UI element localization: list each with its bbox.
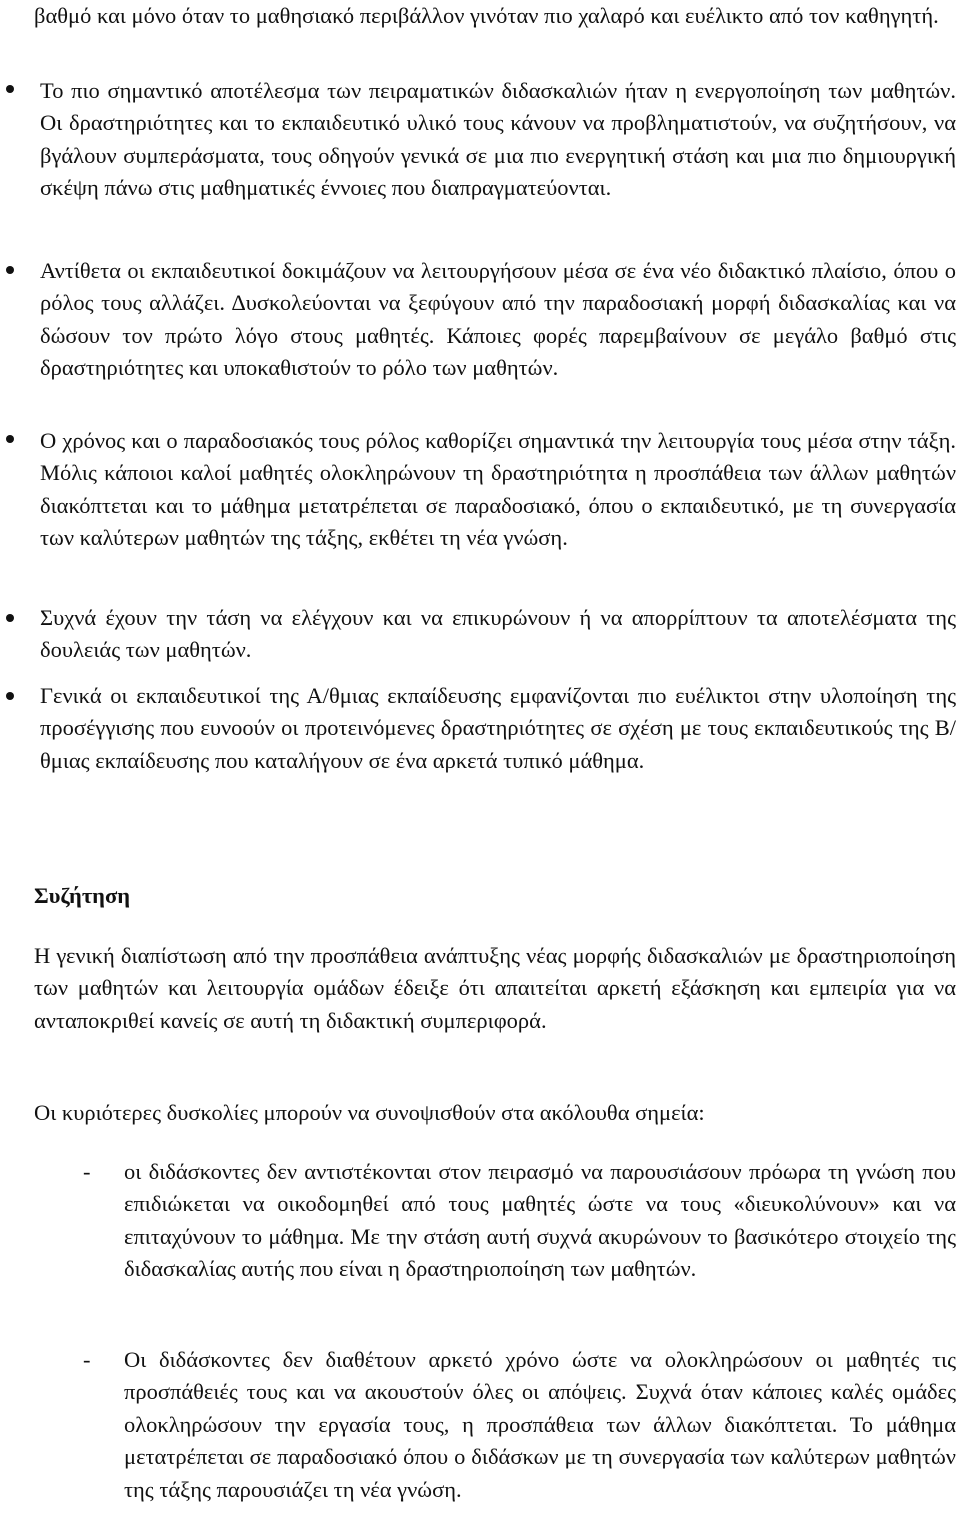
dash-marker: - (83, 1159, 91, 1184)
section-heading: Συζήτηση (34, 883, 130, 908)
difficulty-item-2: Οι διδάσκοντες δεν διαθέτουν αρκετό χρόνο ώστε να ολοκληρώσουν οι μαθητές τις προσπάθειές τους και να ακουστούν όλες οι απόψεις. Συχνά όταν κάποιες καλές ομάδες ολοκληρώσουν την εργασία τους, η προσπάθεια των άλλων διακόπτεται. Το μάθημα μετατρέπεται σε παραδοσιακό όπου ο διδάσκων με τη συνεργασία των καλύτερων μαθητών της τάξης παρουσιάζει τη νέα γνώση. (124, 1347, 956, 1502)
difficulties-intro: Οι κυριότερες δυσκολίες μπορούν να συνοψισθούν στα ακόλουθα σημεία: (34, 1100, 705, 1125)
bullet-icon (6, 614, 14, 622)
bullet-item-3: Ο χρόνος και ο παραδοσιακός τους ρόλος καθορίζει σημαντικά την λειτουργία τους μέσα στην τάξη. Μόλις κάποιοι καλοί μαθητές ολοκληρώνουν τη δραστηριότητα η προσπάθεια των άλλων μαθητών διακόπτεται και το μάθημα μετατρέπεται σε παραδοσιακό, όπου ο εκπαιδευτικό, με τη συνεργασία των καλύτερων μαθητών της τάξης, εκθέτει τη νέα γνώση. (40, 428, 956, 551)
bullet-item-1: Το πιο σημαντικό αποτέλεσμα των πειραματικών διδασκαλιών ήταν η ενεργοποίηση των μαθητών. Οι δραστηριότητες και το εκπαιδευτικό υλικό τους κάνουν να προβληματιστούν, να συζητήσουν, να βγάλουν συμπεράσματα, τους οδηγούν γενικά σε μια πιο ενεργητική στάση και μια πιο δημιουργική σκέψη πάνω στις μαθηματικές έννοιες που διαπραγματεύονται. (40, 78, 956, 201)
dash-marker: - (83, 1347, 91, 1372)
bullet-item-5: Γενικά οι εκπαιδευτικοί της Α/θμιας εκπαίδευσης εμφανίζονται πιο ευέλικτοι στην υλοποίηση της προσέγγισης που ευνοούν οι προτεινόμενες δραστηριότητες σε σχέση με τους εκπαιδευτικούς της Β/θμιας εκπαίδευσης που καταλήγουν σε ένα αρκετά τυπικό μάθημα. (40, 683, 956, 773)
bullet-item-4: Συχνά έχουν την τάση να ελέγχουν και να επικυρώνουν ή να απορρίπτουν τα αποτελέσματα της δουλειάς των μαθητών. (40, 605, 956, 663)
bullet-icon (6, 266, 14, 274)
discussion-paragraph: Η γενική διαπίστωση από την προσπάθεια ανάπτυξης νέας μορφής διδασκαλιών με δραστηριοποίηση των μαθητών και λειτουργία ομάδων έδειξε ότι απαιτείται αρκετή εξάσκηση και εμπειρία για να ανταποκριθεί κανείς σε αυτή τη διδακτική συμπεριφορά. (34, 943, 956, 1033)
continuation-paragraph: βαθμό και μόνο όταν το μαθησιακό περιβάλλον γινόταν πιο χαλαρό και ευέλικτο από τον καθηγητή. (34, 3, 939, 28)
bullet-icon (6, 435, 14, 443)
bullet-item-2: Αντίθετα οι εκπαιδευτικοί δοκιμάζουν να λειτουργήσουν μέσα σε ένα νέο διδακτικό πλαίσιο, όπου ο ρόλος τους αλλάζει. Δυσκολεύονται να ξεφύγουν από την παραδοσιακή μορφή διδασκαλίας και να δώσουν τον πρώτο λόγο στους μαθητές. Κάποιες φορές παρεμβαίνουν σε μεγάλο βαθμό στις δραστηριότητες και υποκαθιστούν το ρόλο των μαθητών. (40, 258, 956, 381)
bullet-icon (6, 85, 14, 93)
bullet-icon (6, 692, 14, 700)
difficulty-item-1: οι διδάσκοντες δεν αντιστέκονται στον πειρασμό να παρουσιάσουν πρόωρα τη γνώση που επιδιώκεται να οικοδομηθεί από τους μαθητές ώστε να τους «διευκολύνουν» και να επιταχύνουν το μάθημα. Με την στάση αυτή συχνά ακυρώνουν το βασικότερο στοιχείο της διδασκαλίας αυτής που είναι η δραστηριοποίηση των μαθητών. (124, 1159, 956, 1282)
